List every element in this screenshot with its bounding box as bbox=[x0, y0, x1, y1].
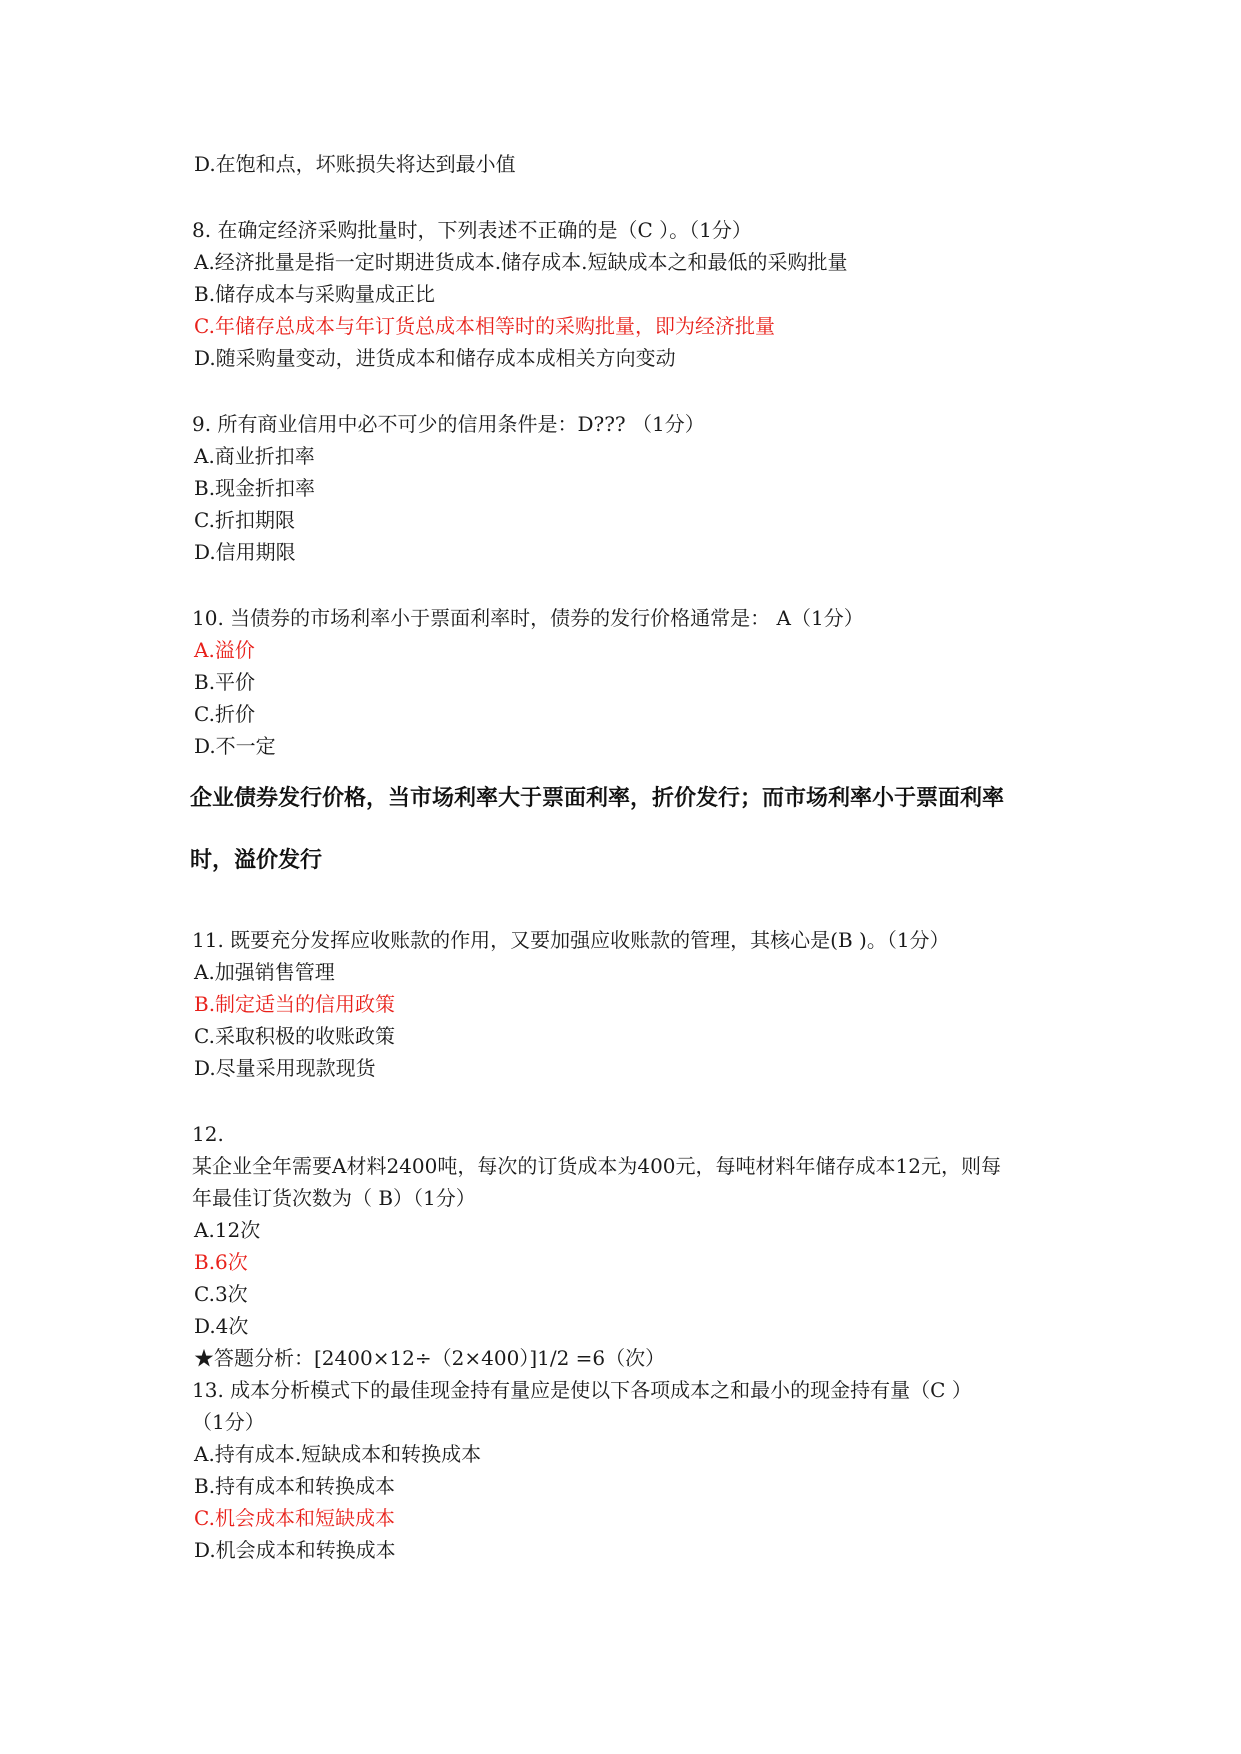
q13-stem-line-1: 13. 成本分析模式下的最佳现金持有量应是使以下各项成本之和最小的现金持有量（C ） bbox=[192, 1378, 972, 1402]
q11-option-d: D.尽量采用现款现货 bbox=[194, 1056, 376, 1080]
q8-option-c-answer: C.年储存总成本与年订货总成本相等时的采购批量，即为经济批量 bbox=[194, 314, 775, 338]
q9-stem: 9. 所有商业信用中必不可少的信用条件是：D??? （1分） bbox=[192, 412, 705, 436]
q13-option-a: A.持有成本.短缺成本和转换成本 bbox=[194, 1442, 482, 1466]
q11-option-a: A.加强销售管理 bbox=[194, 960, 335, 984]
q7-option-d: D.在饱和点，坏账损失将达到最小值 bbox=[194, 152, 516, 176]
q9-option-d: D.信用期限 bbox=[194, 540, 296, 564]
q9-option-b: B.现金折扣率 bbox=[194, 476, 316, 500]
q10-note-line-2: 时，溢价发行 bbox=[190, 848, 323, 873]
q13-option-b: B.持有成本和转换成本 bbox=[194, 1474, 396, 1498]
q10-option-d: D.不一定 bbox=[194, 734, 276, 758]
q10-stem: 10. 当债券的市场利率小于票面利率时，债券的发行价格通常是： A（1分） bbox=[192, 606, 864, 630]
q10-note-line-1: 企业债券发行价格，当市场利率大于票面利率，折价发行；而市场利率小于票面利率 bbox=[190, 786, 1005, 811]
q10-option-b: B.平价 bbox=[194, 670, 256, 694]
q9-option-c: C.折扣期限 bbox=[194, 508, 295, 532]
q11-stem: 11. 既要充分发挥应收账款的作用，又要加强应收账款的管理，其核心是(B )。（1分） bbox=[192, 928, 950, 952]
q12-option-b-answer: B.6次 bbox=[194, 1250, 248, 1274]
q13-option-c-answer: C.机会成本和短缺成本 bbox=[194, 1506, 395, 1530]
q12-option-c: C.3次 bbox=[194, 1282, 248, 1306]
q8-stem: 8. 在确定经济采购批量时，下列表述不正确的是（C ）。（1分） bbox=[192, 218, 752, 242]
q12-stem-line-2: 年最佳订货次数为（ B）（1分） bbox=[192, 1186, 476, 1210]
q8-option-a: A.经济批量是指一定时期进货成本.储存成本.短缺成本之和最低的采购批量 bbox=[194, 250, 848, 274]
q8-option-b: B.储存成本与采购量成正比 bbox=[194, 282, 436, 306]
q11-option-b-answer: B.制定适当的信用政策 bbox=[194, 992, 396, 1016]
q12-number: 12. bbox=[192, 1122, 224, 1146]
q9-option-a: A.商业折扣率 bbox=[194, 444, 315, 468]
q12-stem-line-1: 某企业全年需要A材料2400吨，每次的订货成本为400元，每吨材料年储存成本12元，则每 bbox=[192, 1154, 1001, 1178]
q10-option-a-answer: A.溢价 bbox=[194, 638, 255, 662]
q12-option-d: D.4次 bbox=[194, 1314, 249, 1338]
q12-analysis: ★答题分析：[2400×12÷（2×400）]1/2 =6（次） bbox=[194, 1346, 666, 1370]
q11-option-c: C.采取积极的收账政策 bbox=[194, 1024, 395, 1048]
q13-option-d: D.机会成本和转换成本 bbox=[194, 1538, 396, 1562]
q12-option-a: A.12次 bbox=[194, 1218, 261, 1242]
q10-option-c: C.折价 bbox=[194, 702, 255, 726]
q8-option-d: D.随采购量变动，进货成本和储存成本成相关方向变动 bbox=[194, 346, 676, 370]
q13-stem-line-2: （1分） bbox=[192, 1410, 265, 1434]
